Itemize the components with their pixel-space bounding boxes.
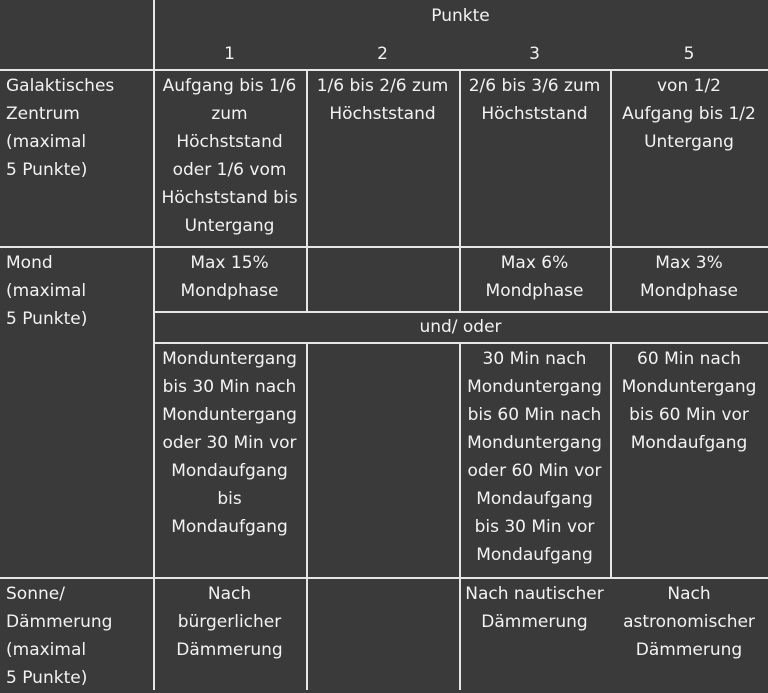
mond-time-col-1: Monduntergang bis 30 Min nach Monduntergang oder 30 Min vor Mondaufgang bis Mondaufgang <box>162 349 297 537</box>
sonne-col-5: Nach astronomischer Dämmerung <box>623 584 755 660</box>
sonne-col-3: Nach nautischer Dämmerung <box>465 584 604 632</box>
header-title: Punkte <box>431 6 490 26</box>
header-col-1: 1 <box>224 44 235 64</box>
galaktisch-col-2: 1/6 bis 2/6 zum Höchststand <box>316 76 449 124</box>
mond-phase-col-5: Max 3% Mondphase <box>640 253 738 301</box>
row-divider-mond <box>0 577 768 579</box>
col-divider-1-2-lower <box>306 343 308 690</box>
mond-connector: und/ oder <box>419 317 502 337</box>
row-divider-mond-connector <box>153 342 768 344</box>
galaktisch-col-3: 2/6 bis 3/6 zum Höchststand <box>468 76 601 124</box>
galaktisch-col-5: von 1/2 Aufgang bis 1/2 Untergang <box>622 76 756 152</box>
row-label-mond: Mond (maximal 5 Punkte) <box>6 253 88 329</box>
row-divider-header <box>0 69 768 71</box>
mond-phase-col-3: Max 6% Mondphase <box>485 253 584 301</box>
header-col-2: 2 <box>377 44 388 64</box>
row-label-galaktisch: Galaktisches Zentrum (maximal 5 Punkte) <box>6 76 115 180</box>
mond-time-col-3: 30 Min nach Monduntergang bis 60 Min nach Monduntergang oder 60 Min vor Mondaufgang bis 30 Min vor Mondaufgang <box>467 349 602 565</box>
sonne-col-1: Nach bürgerlicher Dämmerung <box>176 584 283 660</box>
row-label-sonne: Sonne/ Dämmerung (maximal 5 Punkte) <box>6 584 113 688</box>
galaktisch-col-1: Aufgang bis 1/6 zum Höchststand oder 1/6 vom Höchststand bis Untergang <box>161 76 298 236</box>
header-col-5: 5 <box>683 44 695 64</box>
header-col-3: 3 <box>529 44 540 64</box>
mond-time-col-5: 60 Min nach Monduntergang bis 60 Min vor Mondaufgang <box>621 349 757 453</box>
row-divider-galaktisch <box>0 246 768 248</box>
mond-phase-col-1: Max 15% Mondphase <box>180 253 279 301</box>
